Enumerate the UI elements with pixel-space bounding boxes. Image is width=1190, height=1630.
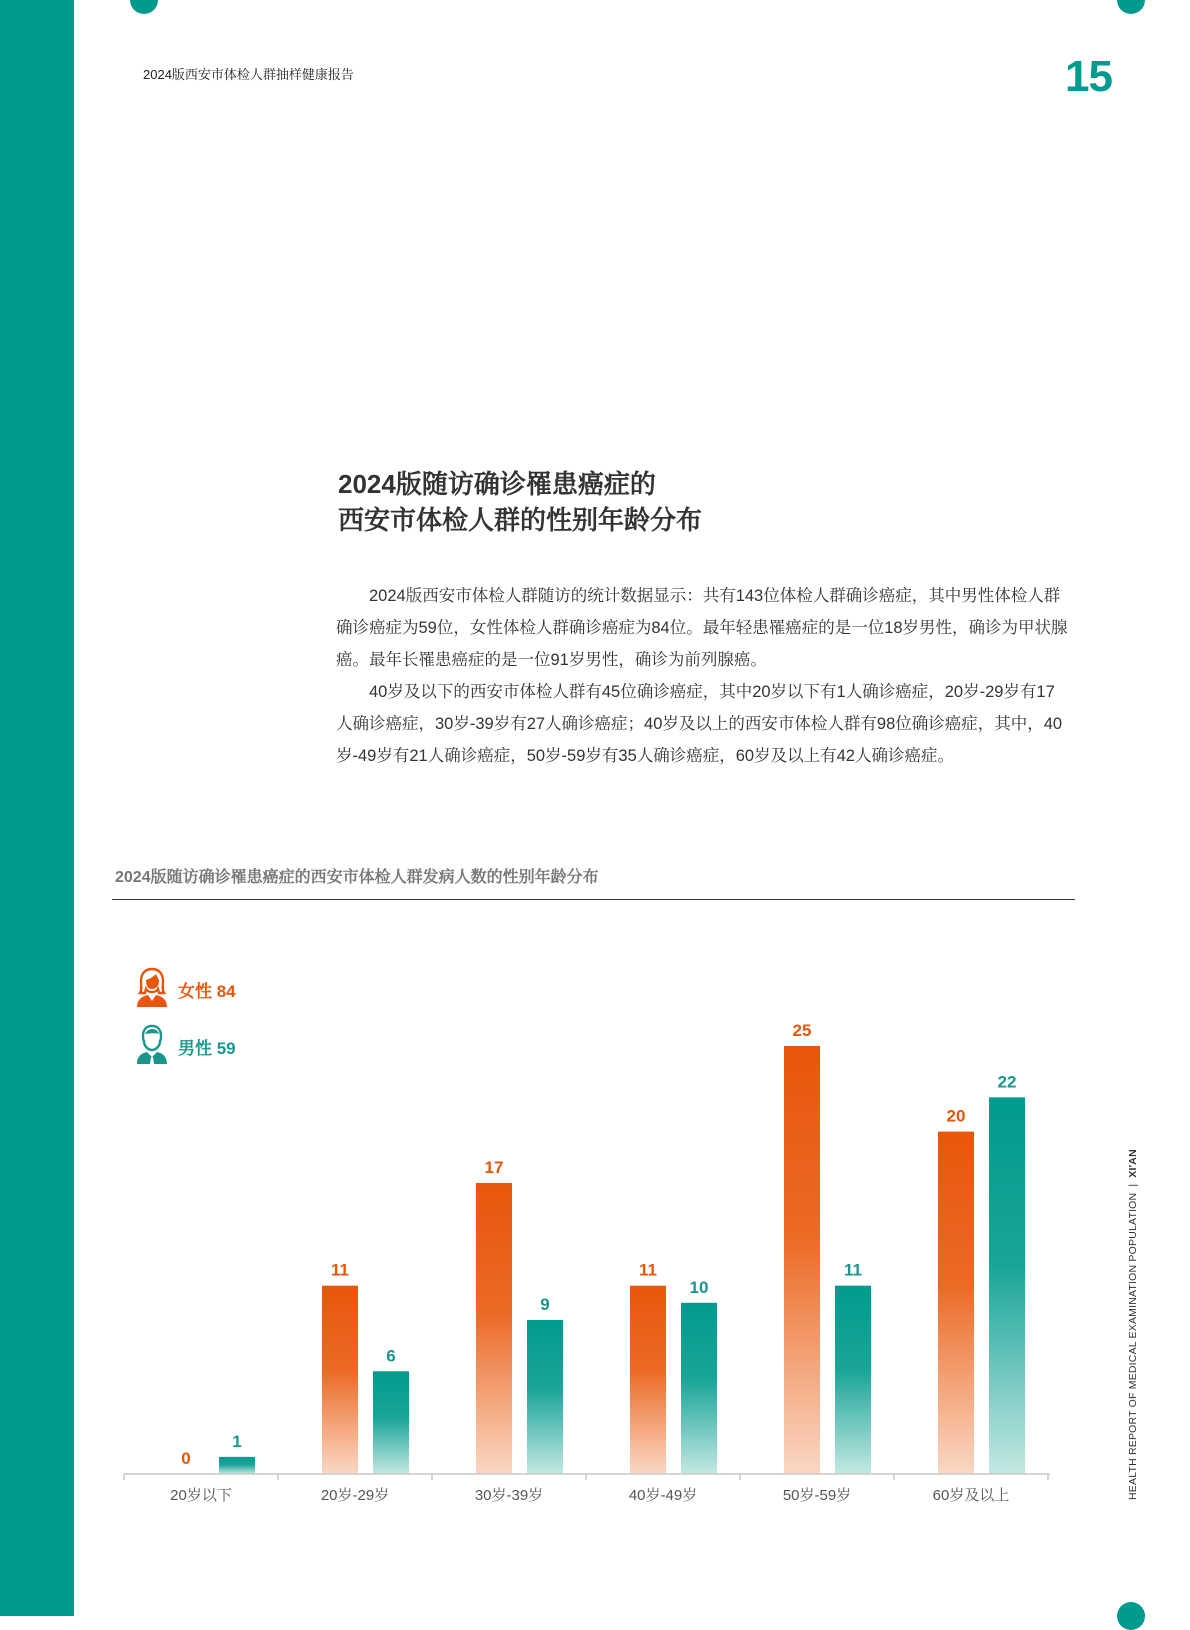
bar-male-0 [219, 1457, 255, 1474]
bar-male-4 [835, 1286, 871, 1474]
data-label-male-0: 1 [232, 1431, 242, 1451]
chart-bars [181, 1021, 1025, 1474]
data-label-male-2: 9 [540, 1294, 550, 1314]
page-number: 15 [1065, 52, 1112, 101]
side-vertical-label [1127, 1140, 1139, 1500]
chart-title: 2024版随访确诊罹患癌症的西安市体检人群发病人数的性别年龄分布 [115, 869, 599, 886]
bar-male-5 [989, 1097, 1025, 1474]
x-tick-label-5: 60岁及以上 [932, 1487, 1010, 1504]
bar-female-2 [476, 1183, 512, 1474]
data-label-male-3: 10 [689, 1277, 709, 1297]
data-label-female-4: 25 [792, 1021, 812, 1040]
x-tick-label-1: 20岁-29岁 [320, 1487, 390, 1504]
bar-male-3 [681, 1303, 717, 1474]
data-label-male-1: 6 [386, 1346, 396, 1366]
side-label-city: XI'AN [1127, 1149, 1139, 1178]
section-title-line-2: 西安市体检人群的性别年龄分布 [338, 505, 703, 535]
x-tick-label-4: 50岁-59岁 [782, 1487, 852, 1504]
bar-female-4 [784, 1046, 820, 1474]
x-tick-label-2: 30岁-39岁 [474, 1487, 544, 1504]
data-label-female-2: 17 [484, 1157, 504, 1177]
legend-label-male: 男性 59 [178, 1039, 236, 1058]
section-title-line-1: 2024版随访确诊罹患癌症的 [338, 469, 656, 499]
bar-male-2 [527, 1320, 563, 1474]
data-label-female-3: 11 [639, 1260, 657, 1280]
legend-label-female: 女性 84 [178, 982, 236, 1001]
side-label-text: HEALTH REPORT OF MEDICAL EXAMINATION POPULATION [1127, 1192, 1139, 1500]
data-label-female-0: 0 [181, 1449, 191, 1468]
paragraph-1: 2024版西安市体检人群随访的统计数据显示：共有143位体检人群确诊癌症，其中男性体检人群确诊癌症为59位，女性体检人群确诊癌症为84位。最年轻患罹癌症的是一位18岁男性，确诊为甲状腺癌。最年长罹患癌症的是一位91岁男性，确诊为前列腺癌。 [336, 587, 1068, 669]
x-tick-label-3: 40岁-49岁 [628, 1487, 698, 1504]
x-tick-label-0: 20岁以下 [170, 1487, 232, 1504]
running-header-title: 2024版西安市体检人群抽样健康报告 [143, 67, 354, 82]
bar-female-5 [938, 1132, 974, 1474]
side-label-separator: | [1127, 1183, 1139, 1187]
x-axis-ticks [124, 1474, 1048, 1504]
data-label-female-1: 11 [331, 1260, 349, 1280]
paragraph-2: 40岁及以下的西安市体检人群有45位确诊癌症，其中20岁以下有1人确诊癌症，20岁-29岁有17人确诊癌症，30岁-39岁有27人确诊癌症；40岁及以上的西安市体检人群有98位确诊癌症，其中，40岁-49岁有21人确诊癌症，50岁-59岁有35人确诊癌症，60岁及以上有42人确诊癌症。 [336, 683, 1063, 765]
bar-female-3 [630, 1286, 666, 1474]
bar-male-1 [373, 1371, 409, 1474]
data-label-female-5: 20 [946, 1106, 966, 1126]
data-label-male-5: 22 [997, 1072, 1017, 1092]
data-label-male-4: 11 [844, 1260, 862, 1280]
bar-female-1 [322, 1286, 358, 1474]
